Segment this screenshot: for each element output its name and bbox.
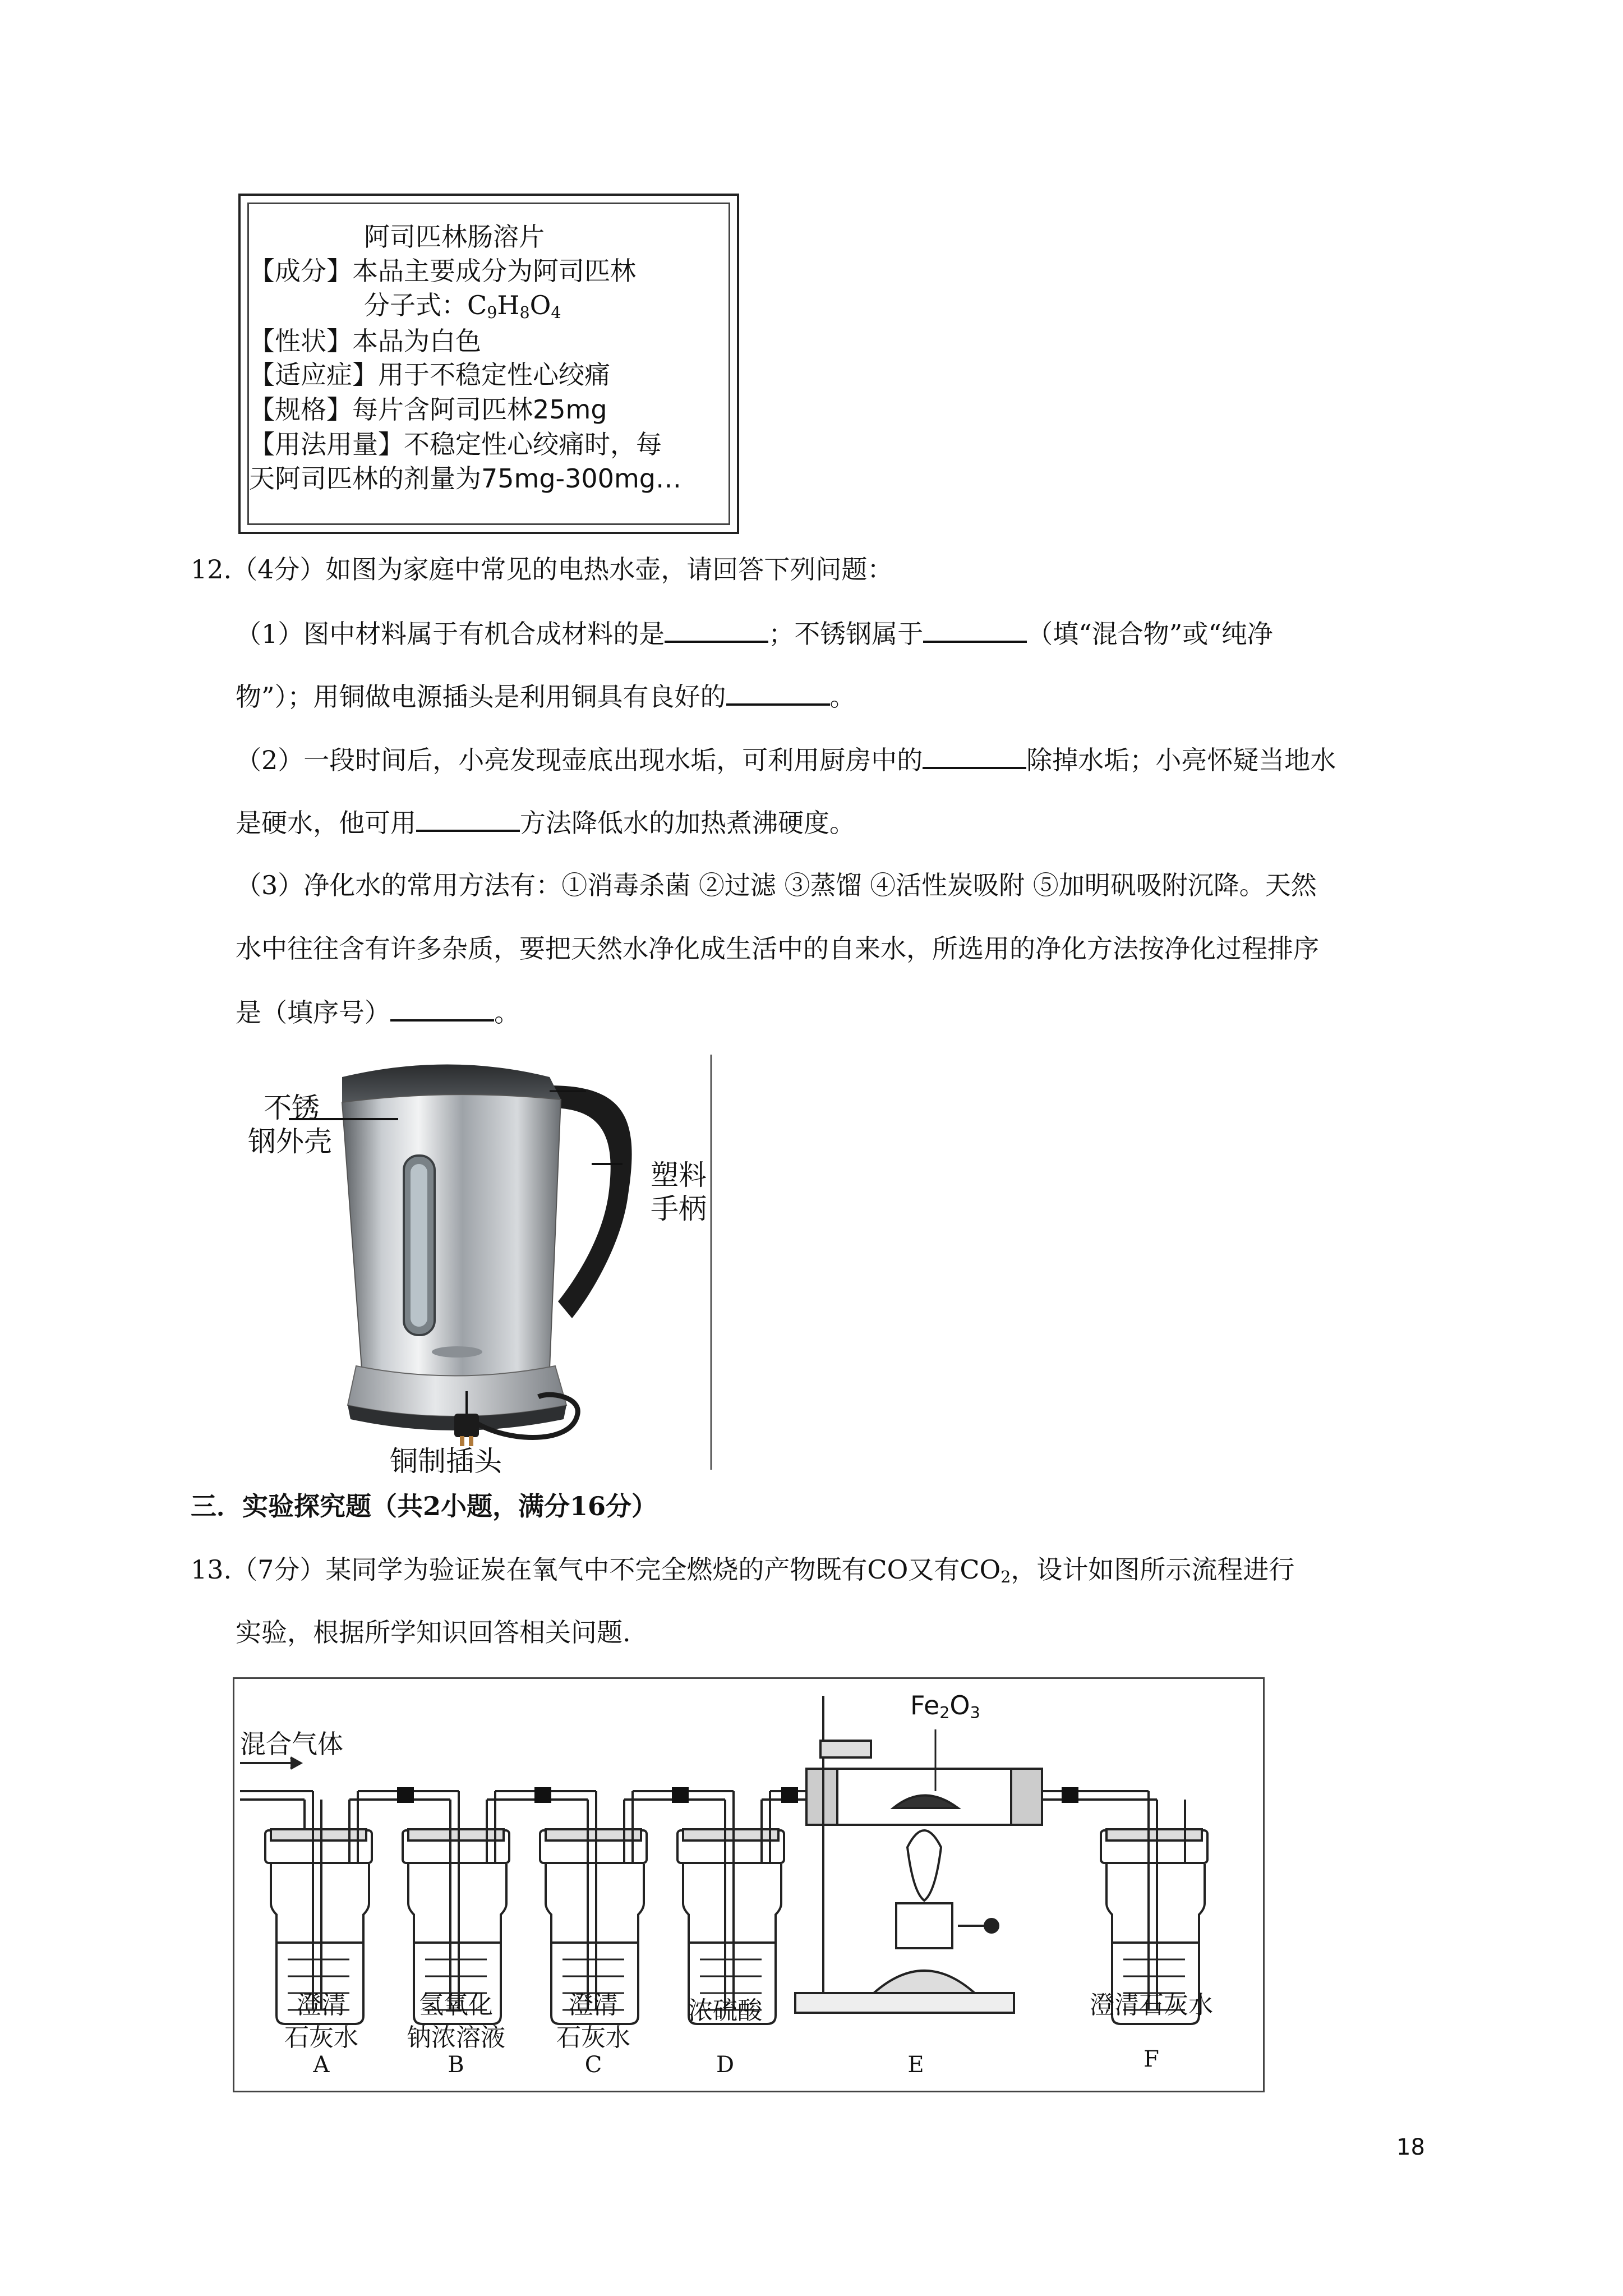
q12-part2-line1: （2）一段时间后，小亮发现壶底出现水垢，可利用厨房中的 除掉水垢；小亮怀疑当地水 [236, 742, 1336, 777]
label-shell-2: 钢外壳 [248, 1125, 332, 1158]
q12-part1-line1: （1）图中材料属于有机合成材料的是 ；不锈钢属于 （填“混合物”或“纯净 [236, 616, 1273, 651]
label-plug: 铜制插头 [390, 1445, 502, 1478]
bottle-f-letter: F [1144, 2046, 1159, 2072]
answer-blank[interactable] [923, 616, 1027, 643]
q12-part1-line2: 物”）；用铜做电源插头是利用铜具有良好的 。 [236, 679, 856, 714]
label-shell-1: 不锈 [264, 1092, 320, 1124]
apparatus-figure [233, 1677, 1265, 2092]
bottle-c-reagent-2: 石灰水 [556, 2023, 630, 2052]
label-formula: 分子式：$C_9H_8O_4$ [364, 290, 561, 323]
drug-label-inner-frame [247, 203, 730, 525]
drug-label-box [238, 194, 739, 534]
bottle-b-reagent-2: 钠浓溶液 [407, 2023, 505, 2052]
bottle-a-reagent-2: 石灰水 [284, 2023, 358, 2052]
oxide-label: $Fe_2O_3$ [910, 1690, 980, 1723]
bottle-a-letter: A [313, 2052, 330, 2078]
label-ingredient: 【成分】本品主要成分为阿司匹林 [249, 256, 636, 286]
answer-blank[interactable] [416, 805, 520, 832]
section-3-title: 三．实验探究题（共2小题，满分16分） [191, 1491, 658, 1521]
apparatus-e-letter: E [907, 2052, 924, 2078]
bottle-a-reagent-1: 澄清 [297, 1991, 346, 2019]
q12-part3-line2: 水中往往含有许多杂质，要把天然水净化成生活中的自来水，所选用的净化方法按净化过程排序 [236, 933, 1319, 964]
label-handle-1: 塑料 [651, 1159, 707, 1191]
bottle-b-letter: B [448, 2052, 464, 2078]
bottle-b-reagent-1: 氢氧化 [419, 1991, 493, 2019]
label-dosage: 【用法用量】不稳定性心绞痛时，每 [249, 429, 662, 459]
apparatus-diagram [234, 1679, 1263, 2091]
answer-blank[interactable] [923, 742, 1026, 769]
answer-blank[interactable] [390, 995, 494, 1022]
bottle-d-letter: D [716, 2052, 735, 2078]
bottle-c-reagent-1: 澄清 [569, 1991, 618, 2019]
label-title: 阿司匹林肠溶片 [364, 222, 545, 252]
q13-stem-line2: 实验，根据所学知识回答相关问题. [236, 1617, 631, 1648]
label-appearance: 【性状】本品为白色 [249, 326, 481, 356]
bottle-d-reagent: 浓硫酸 [688, 1996, 762, 2025]
bottle-f-reagent: 澄清石灰水 [1090, 1991, 1213, 2019]
answer-blank[interactable] [665, 616, 768, 643]
q13-stem-line1: 13.（7分）某同学为验证炭在氧气中不完全燃烧的产物既有CO又有$CO_2$，设计如图所示流程进行 [191, 1554, 1295, 1587]
q12-stem: 12.（4分）如图为家庭中常见的电热水壶，请回答下列问题： [191, 554, 893, 585]
label-indication: 【适应症】用于不稳定性心绞痛 [249, 360, 610, 390]
kettle-figure [236, 1055, 712, 1478]
page-number: 18 [1396, 2134, 1425, 2160]
q12-part2-line2: 是硬水，他可用 方法降低水的加热煮沸硬度。 [236, 805, 855, 840]
label-spec: 【规格】每片含阿司匹林25mg [249, 394, 607, 425]
inlet-label: 混合气体 [240, 1729, 343, 1759]
q12-part3-line1: （3）净化水的常用方法有：①消毒杀菌 ②过滤 ③蒸馏 ④活性炭吸附 ⑤加明矾吸附沉降。天然 [236, 870, 1317, 900]
q12-part3-line3: 是（填序号） 。 [236, 995, 520, 1029]
label-dosage-cont: 天阿司匹林的剂量为75mg-300mg… [249, 463, 681, 494]
label-handle-2: 手柄 [651, 1193, 707, 1225]
answer-blank[interactable] [726, 679, 830, 706]
bottle-c-letter: C [584, 2052, 602, 2078]
